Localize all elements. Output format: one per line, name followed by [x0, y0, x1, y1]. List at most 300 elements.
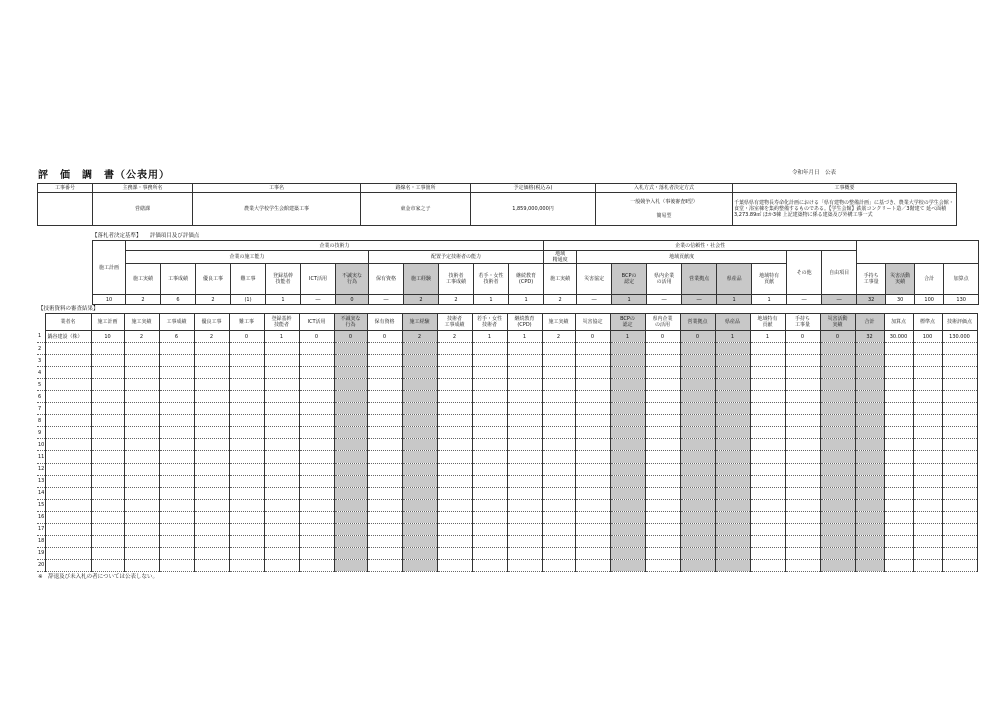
- result-value: [942, 439, 977, 451]
- result-value: [229, 463, 264, 475]
- result-value: [402, 499, 437, 511]
- eval-value: ―: [301, 295, 336, 305]
- result-value: [820, 439, 855, 451]
- result-value: [264, 559, 299, 571]
- result-value: [264, 451, 299, 463]
- result-value: [680, 415, 715, 427]
- eval-value: 2: [126, 295, 161, 305]
- eval-col-header: 不誠実な 行為: [336, 264, 369, 295]
- result-value: [715, 535, 750, 547]
- result-value: [884, 415, 913, 427]
- result-value: [299, 559, 334, 571]
- result-value: [437, 535, 472, 547]
- office-name: 営繕課: [93, 193, 193, 226]
- table-row: [37, 415, 977, 427]
- result-value: [645, 535, 680, 547]
- exam-col-header: ICT活用: [299, 314, 334, 331]
- result-value: [334, 343, 367, 355]
- result-value: [402, 559, 437, 571]
- result-value: [542, 415, 575, 427]
- result-value: [194, 379, 229, 391]
- company-name: [45, 355, 91, 367]
- result-value: [610, 379, 645, 391]
- result-value: [680, 427, 715, 439]
- result-value: [610, 487, 645, 499]
- result-value: [542, 439, 575, 451]
- group-other: その他: [787, 251, 822, 295]
- eval-value: ―: [647, 295, 682, 305]
- result-value: [785, 511, 820, 523]
- result-value: [124, 403, 159, 415]
- result-value: [575, 547, 610, 559]
- result-value: [437, 367, 472, 379]
- result-value: [820, 475, 855, 487]
- result-value: [472, 427, 507, 439]
- company-name: 鍋谷建設（株）: [45, 331, 91, 343]
- result-value: [855, 487, 884, 499]
- result-value: [367, 415, 402, 427]
- result-value: [437, 523, 472, 535]
- result-value: [264, 355, 299, 367]
- result-value: [785, 391, 820, 403]
- eval-col-header: 優良工事: [196, 264, 231, 295]
- result-value: [820, 355, 855, 367]
- result-value: [715, 559, 750, 571]
- row-number: 2: [37, 343, 45, 355]
- result-value: [402, 487, 437, 499]
- result-value: [402, 547, 437, 559]
- group-trust: 企業の信頼性・社会性: [544, 241, 857, 251]
- company-name: [45, 415, 91, 427]
- result-value: [402, 391, 437, 403]
- result-value: [334, 559, 367, 571]
- eval-col-header: 地域特有 貢献: [752, 264, 787, 295]
- result-value: [785, 415, 820, 427]
- row-number: 11: [37, 451, 45, 463]
- result-value: [159, 511, 194, 523]
- result-value: [299, 511, 334, 523]
- result-value: [402, 511, 437, 523]
- result-value: [542, 427, 575, 439]
- result-value: [610, 403, 645, 415]
- result-value: [750, 463, 785, 475]
- result-value: [913, 367, 942, 379]
- result-value: [884, 463, 913, 475]
- result-value: [715, 439, 750, 451]
- result-value: 130.000: [942, 331, 977, 343]
- result-value: [820, 391, 855, 403]
- eval-value: 1: [612, 295, 647, 305]
- result-value: [124, 427, 159, 439]
- result-value: [750, 403, 785, 415]
- result-value: [194, 451, 229, 463]
- row-number: 1: [37, 331, 45, 343]
- result-value: [91, 523, 124, 535]
- result-value: [507, 355, 542, 367]
- exam-col-header: 若手・女性 技術者: [472, 314, 507, 331]
- result-value: [542, 499, 575, 511]
- result-value: [913, 475, 942, 487]
- result-value: 2: [124, 331, 159, 343]
- result-value: 0: [367, 331, 402, 343]
- result-value: [913, 343, 942, 355]
- result-value: 1: [264, 331, 299, 343]
- result-value: [820, 547, 855, 559]
- exam-col-header: 県産品: [715, 314, 750, 331]
- result-value: [645, 547, 680, 559]
- result-value: [229, 547, 264, 559]
- result-value: [610, 535, 645, 547]
- eval-col-header: 災害活動 実績: [886, 264, 915, 295]
- result-value: [91, 439, 124, 451]
- result-value: [884, 499, 913, 511]
- result-value: [367, 475, 402, 487]
- result-value: [402, 439, 437, 451]
- result-value: [542, 451, 575, 463]
- result-value: [645, 343, 680, 355]
- result-value: [507, 403, 542, 415]
- company-name: [45, 367, 91, 379]
- result-value: [159, 391, 194, 403]
- eval-col-header: 営業拠点: [682, 264, 717, 295]
- result-value: [334, 523, 367, 535]
- exam-col-header: 技術評価点: [942, 314, 977, 331]
- result-value: [855, 535, 884, 547]
- result-value: [124, 511, 159, 523]
- result-value: [855, 439, 884, 451]
- result-value: [507, 463, 542, 475]
- result-value: [367, 391, 402, 403]
- result-value: [194, 355, 229, 367]
- result-value: [159, 355, 194, 367]
- result-value: 30.000: [884, 331, 913, 343]
- eval-value: 1: [474, 295, 509, 305]
- result-value: [942, 499, 977, 511]
- result-value: [820, 559, 855, 571]
- result-value: [942, 523, 977, 535]
- table-row: [37, 487, 977, 499]
- result-value: 0: [299, 331, 334, 343]
- result-value: [334, 439, 367, 451]
- result-value: [507, 427, 542, 439]
- result-value: [472, 523, 507, 535]
- result-value: [750, 451, 785, 463]
- result-value: [855, 367, 884, 379]
- table-row: [37, 535, 977, 547]
- company-name: [45, 523, 91, 535]
- result-value: [472, 367, 507, 379]
- company-name: [45, 559, 91, 571]
- result-value: [785, 367, 820, 379]
- result-value: [402, 403, 437, 415]
- result-value: [680, 535, 715, 547]
- result-value: [785, 379, 820, 391]
- result-value: [542, 523, 575, 535]
- result-value: [942, 367, 977, 379]
- result-value: [367, 451, 402, 463]
- result-value: [884, 535, 913, 547]
- project-summary: 千葉県県有建物長寿命化計画における「県有建物の整備計画」に基づき、農業大学校の学生会館・食堂・浴室棟を集約整備するものである。【学生会館】鉄筋コンクリート造／3階建て 延べ面積 3,273.89㎡ ほか3棟 上記建築物に係る建築及び外構工事一式: [733, 193, 957, 226]
- result-value: [884, 343, 913, 355]
- result-value: [820, 523, 855, 535]
- company-name: [45, 475, 91, 487]
- result-value: [229, 511, 264, 523]
- col-plan: 施工計画: [91, 314, 124, 331]
- result-value: [472, 463, 507, 475]
- result-value: [507, 475, 542, 487]
- result-value: [437, 391, 472, 403]
- result-value: 1: [610, 331, 645, 343]
- result-value: [785, 475, 820, 487]
- row-number: 18: [37, 535, 45, 547]
- result-value: [229, 523, 264, 535]
- bid-method: [596, 193, 733, 226]
- table-row: [37, 367, 977, 379]
- header-location: 路線名・工事箇所: [361, 184, 471, 193]
- result-value: [942, 403, 977, 415]
- table-row: [37, 343, 977, 355]
- eval-caption: 【落札者決定基準】 評価項目及び評価点: [92, 233, 200, 239]
- result-value: [264, 415, 299, 427]
- exam-col-header: 難工事: [229, 314, 264, 331]
- publish-date: 令和年月日 公表: [792, 170, 837, 176]
- result-value: [750, 475, 785, 487]
- result-value: [645, 427, 680, 439]
- result-value: [472, 379, 507, 391]
- result-value: [264, 439, 299, 451]
- result-value: [913, 523, 942, 535]
- result-value: [472, 343, 507, 355]
- result-value: 0: [680, 331, 715, 343]
- eval-col-header: 登録基幹 技能者: [266, 264, 301, 295]
- company-name: [45, 511, 91, 523]
- result-value: [264, 487, 299, 499]
- result-value: [124, 475, 159, 487]
- result-value: [575, 499, 610, 511]
- result-value: [334, 403, 367, 415]
- result-value: [334, 499, 367, 511]
- result-value: [942, 343, 977, 355]
- result-value: [942, 451, 977, 463]
- result-value: [124, 379, 159, 391]
- result-value: [299, 451, 334, 463]
- result-value: [575, 535, 610, 547]
- result-value: [402, 343, 437, 355]
- result-value: [437, 451, 472, 463]
- result-value: 2: [194, 331, 229, 343]
- eval-value: 30: [886, 295, 915, 305]
- result-value: [715, 427, 750, 439]
- group-company: 企業の施工能力: [126, 251, 369, 264]
- result-value: [124, 559, 159, 571]
- eval-col-header: 手持ち 工事量: [857, 264, 886, 295]
- project-name: 農業大学校学生会館建築工事: [193, 193, 361, 226]
- exam-col-header: 継続教育 (CPD): [507, 314, 542, 331]
- result-value: [785, 355, 820, 367]
- eval-col-header: 合計: [915, 264, 944, 295]
- eval-value: (1): [231, 295, 266, 305]
- exam-col-header: 施工実績: [124, 314, 159, 331]
- result-value: [855, 463, 884, 475]
- result-value: [159, 475, 194, 487]
- result-value: 6: [159, 331, 194, 343]
- result-value: [367, 379, 402, 391]
- table-row: [37, 451, 977, 463]
- result-value: [942, 511, 977, 523]
- result-value: [367, 547, 402, 559]
- result-value: [913, 355, 942, 367]
- table-row: [37, 547, 977, 559]
- eval-col-header: ICT活用: [301, 264, 336, 295]
- exam-col-header: 災害活動 実績: [820, 314, 855, 331]
- result-value: [785, 343, 820, 355]
- result-value: 1: [750, 331, 785, 343]
- eval-col-header: 保有資格: [369, 264, 404, 295]
- result-value: [820, 463, 855, 475]
- result-value: [785, 451, 820, 463]
- eval-col-header: 県産品: [717, 264, 752, 295]
- result-value: [124, 487, 159, 499]
- result-value: [855, 475, 884, 487]
- result-value: [884, 475, 913, 487]
- result-value: [575, 379, 610, 391]
- result-value: [159, 379, 194, 391]
- result-value: [437, 355, 472, 367]
- result-value: [507, 523, 542, 535]
- result-value: [334, 475, 367, 487]
- result-value: [91, 475, 124, 487]
- result-value: [124, 535, 159, 547]
- result-value: [437, 415, 472, 427]
- result-value: [334, 535, 367, 547]
- result-value: [575, 391, 610, 403]
- result-value: [820, 487, 855, 499]
- blank-cell: [37, 314, 45, 331]
- result-value: [820, 403, 855, 415]
- result-value: [610, 439, 645, 451]
- result-value: [264, 367, 299, 379]
- result-value: [437, 403, 472, 415]
- result-value: [645, 475, 680, 487]
- result-value: [472, 547, 507, 559]
- eval-value: 1: [509, 295, 544, 305]
- result-value: [884, 403, 913, 415]
- result-value: [855, 499, 884, 511]
- header-office: 主務課・事務所名: [93, 184, 193, 193]
- exam-col-header: BCPの 認定: [610, 314, 645, 331]
- result-value: [645, 523, 680, 535]
- row-number: 10: [37, 439, 45, 451]
- result-value: [913, 439, 942, 451]
- result-value: 2: [542, 331, 575, 343]
- result-value: [124, 439, 159, 451]
- result-value: [913, 427, 942, 439]
- result-value: [542, 391, 575, 403]
- result-value: [91, 547, 124, 559]
- result-value: [334, 367, 367, 379]
- result-value: [610, 559, 645, 571]
- result-value: [124, 415, 159, 427]
- result-value: [334, 379, 367, 391]
- eval-value: 2: [404, 295, 439, 305]
- page-title: 評 価 調 書（公表用）: [38, 170, 170, 181]
- result-value: [542, 343, 575, 355]
- result-value: [91, 379, 124, 391]
- result-value: [542, 403, 575, 415]
- exam-col-header: 保有資格: [367, 314, 402, 331]
- result-value: [402, 475, 437, 487]
- exam-col-header: 加算点: [884, 314, 913, 331]
- exam-col-header: 地域特有 貢献: [750, 314, 785, 331]
- result-value: [884, 391, 913, 403]
- result-value: [229, 403, 264, 415]
- eval-value: ―: [822, 295, 857, 305]
- result-value: [715, 379, 750, 391]
- result-value: [942, 475, 977, 487]
- result-value: [575, 415, 610, 427]
- exam-col-header: 標準点: [913, 314, 942, 331]
- result-value: [942, 379, 977, 391]
- row-number: 7: [37, 403, 45, 415]
- result-value: [299, 343, 334, 355]
- result-value: [437, 511, 472, 523]
- result-value: [680, 403, 715, 415]
- result-value: [913, 487, 942, 499]
- result-value: [913, 535, 942, 547]
- result-value: [229, 355, 264, 367]
- bid-method-decision: 簡易型: [656, 213, 672, 219]
- result-value: [194, 559, 229, 571]
- result-value: 1: [507, 331, 542, 343]
- result-value: [610, 547, 645, 559]
- result-value: [645, 391, 680, 403]
- result-value: [299, 403, 334, 415]
- result-value: [229, 451, 264, 463]
- result-value: [750, 439, 785, 451]
- result-value: [680, 487, 715, 499]
- result-value: [680, 463, 715, 475]
- result-value: [367, 511, 402, 523]
- result-value: [367, 355, 402, 367]
- result-value: [91, 511, 124, 523]
- result-value: [884, 451, 913, 463]
- result-value: 32: [855, 331, 884, 343]
- eval-col-header: 災害協定: [577, 264, 612, 295]
- result-value: [610, 523, 645, 535]
- result-value: [942, 463, 977, 475]
- result-value: 2: [437, 331, 472, 343]
- result-value: [942, 559, 977, 571]
- result-value: [507, 367, 542, 379]
- result-value: [472, 499, 507, 511]
- result-value: [645, 415, 680, 427]
- result-value: [855, 523, 884, 535]
- result-value: [299, 439, 334, 451]
- result-value: [264, 535, 299, 547]
- result-value: [715, 475, 750, 487]
- row-number: 9: [37, 427, 45, 439]
- result-value: [507, 379, 542, 391]
- result-value: [264, 427, 299, 439]
- result-value: [334, 511, 367, 523]
- result-value: [913, 403, 942, 415]
- row-number: 15: [37, 499, 45, 511]
- result-value: [913, 379, 942, 391]
- result-value: [913, 511, 942, 523]
- result-value: [367, 499, 402, 511]
- company-name: [45, 403, 91, 415]
- result-value: [264, 547, 299, 559]
